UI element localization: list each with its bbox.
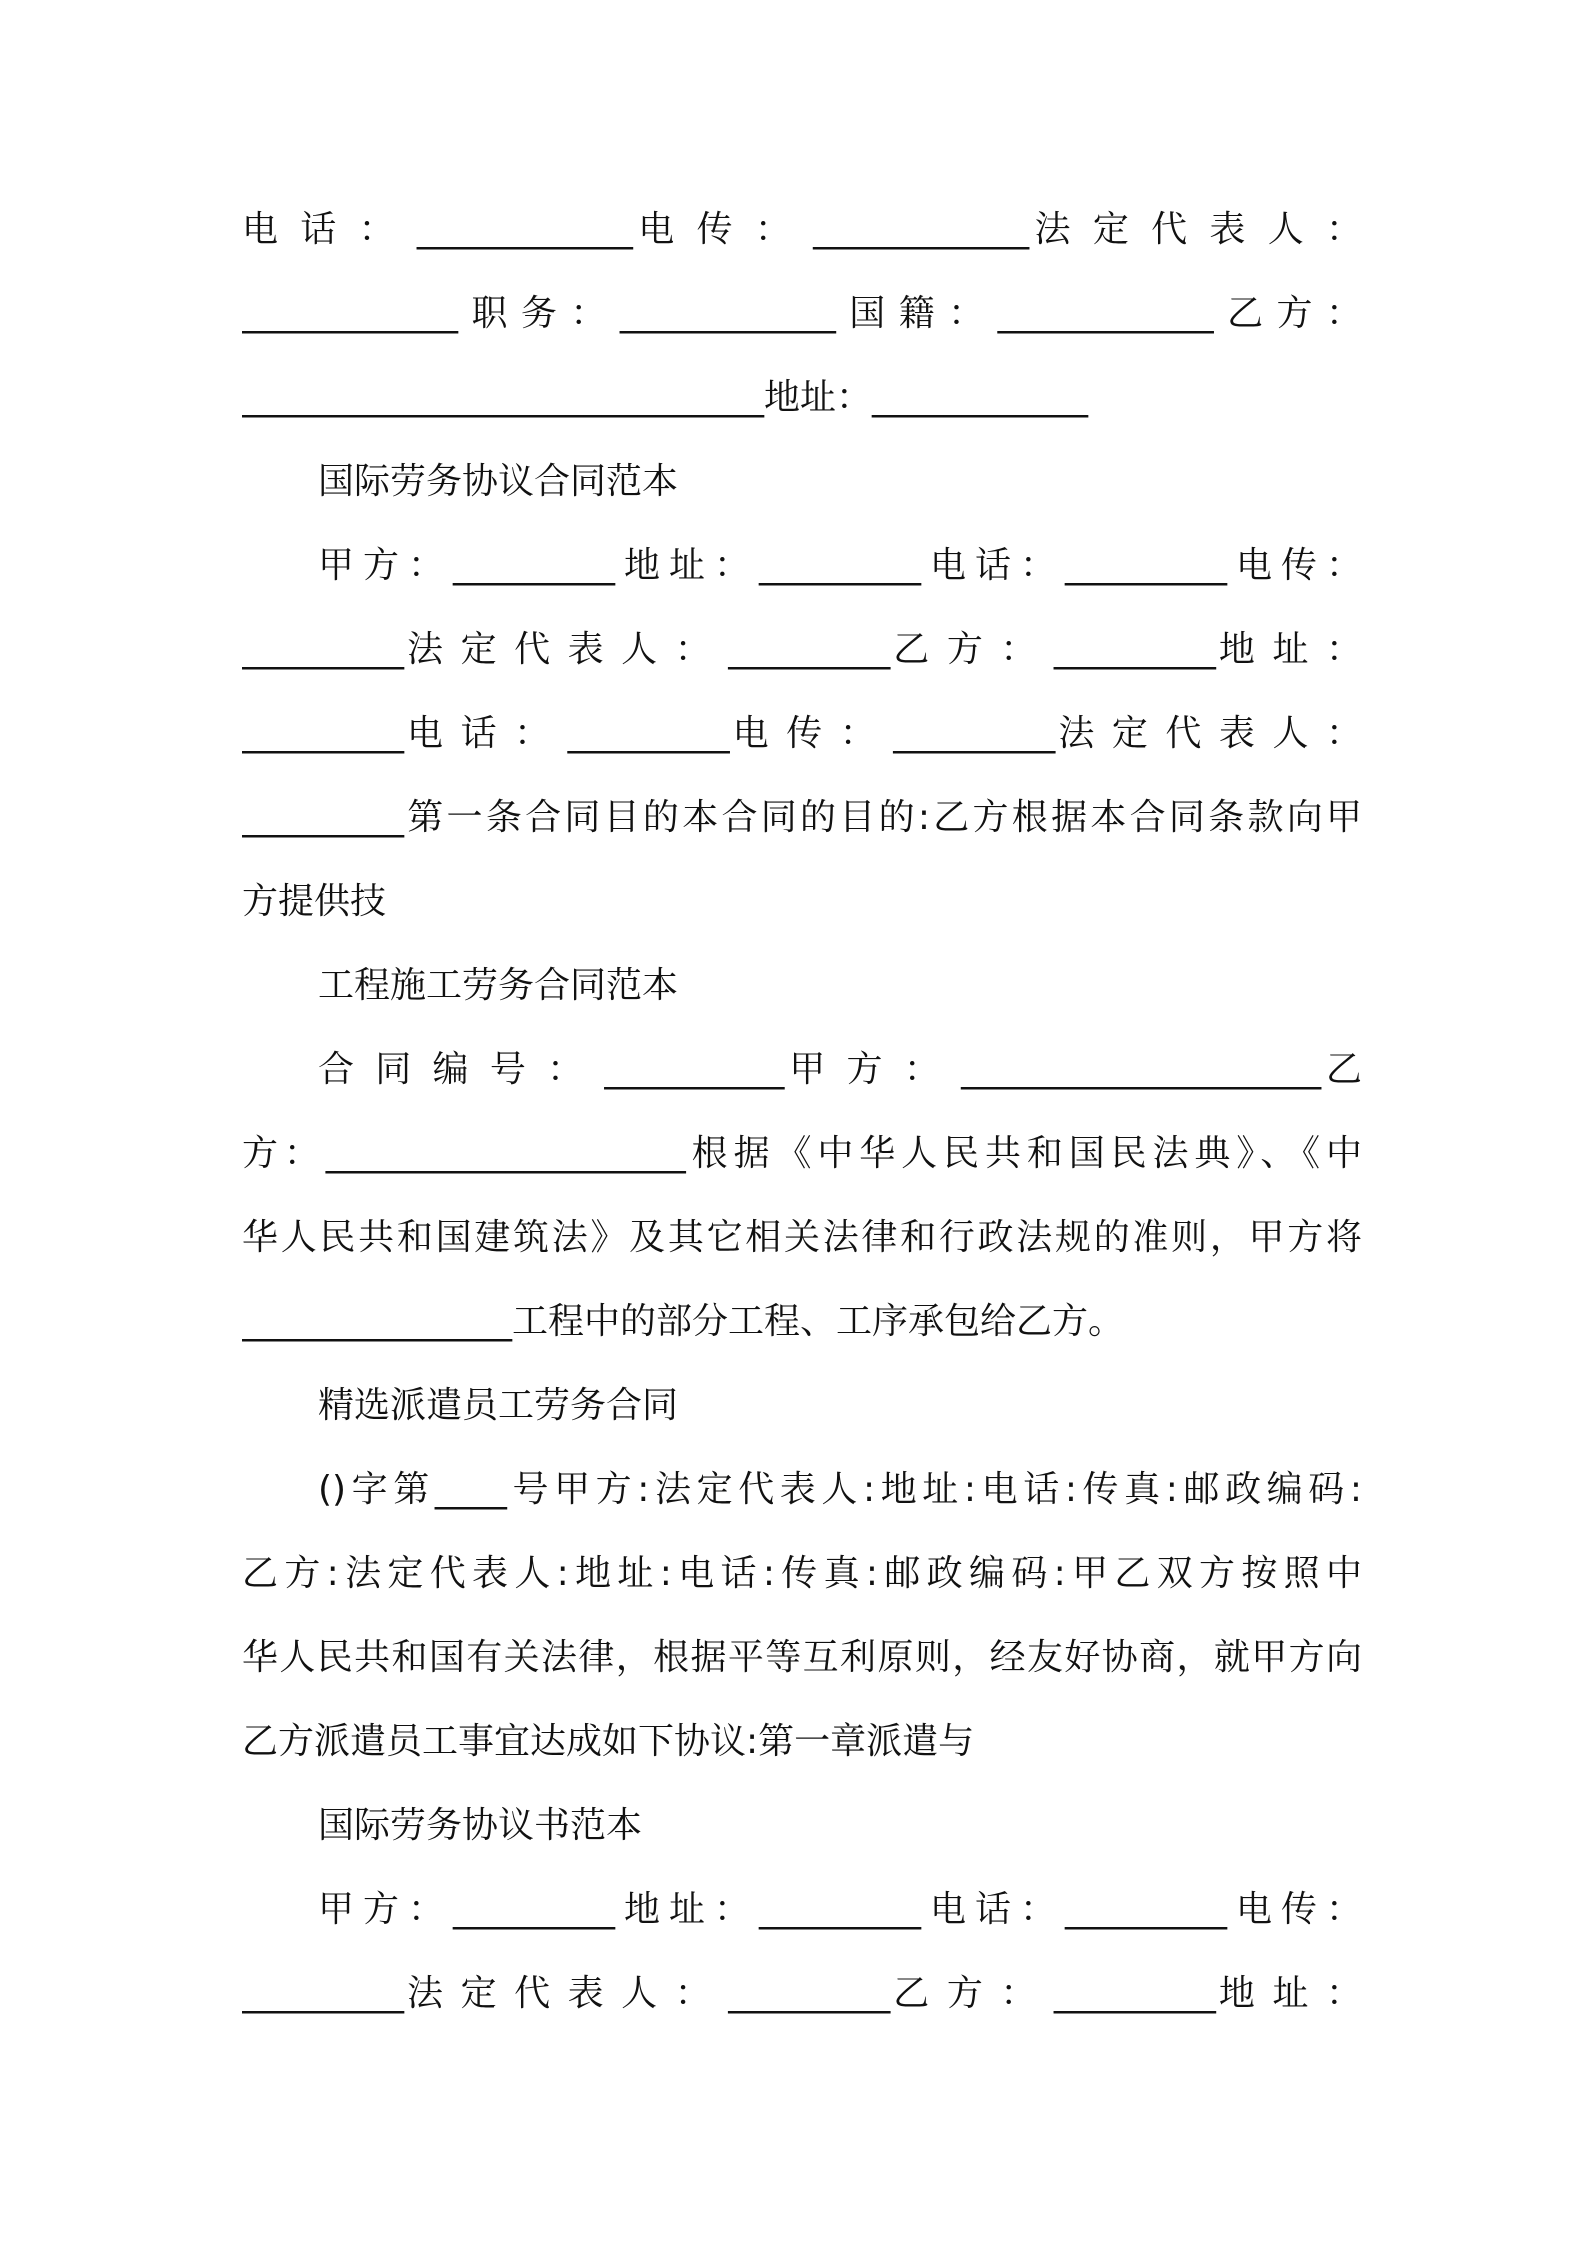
section-title: 国际劳务协议合同范本 [318, 461, 679, 502]
contract-line: _________第一条合同目的本合同的目的:乙方根据本合同条款向甲 [242, 797, 1362, 838]
contract-line: _________法 定 代 表 人 ： _________乙 方 ： _________地 址 ： [242, 1973, 1362, 2014]
contract-line: 华人民共和国有关法律，根据平等互利原则，经友好协商，就甲方向 [242, 1637, 1362, 1678]
contract-line: 甲方：_________地址：_________电话：_________电传： [318, 545, 1362, 586]
contract-line: _________法 定 代 表 人 ： _________乙 方 ： _________地 址 ： [242, 629, 1362, 670]
contract-line: ____________职务：____________国籍：____________乙方： [242, 293, 1362, 334]
section-title: 国际劳务协议书范本 [318, 1805, 643, 1846]
section-title: 工程施工劳务合同范本 [318, 965, 679, 1006]
contract-line: 乙方派遣员工事宜达成如下协议:第一章派遣与 [242, 1721, 975, 1762]
contract-line: 电 话 ： ____________电 传 ： ____________法 定 代 表 人 ： [242, 209, 1362, 250]
contract-line: 合 同 编 号 ： __________甲 方 ： ____________________乙 [318, 1049, 1362, 1090]
contract-line: _____________________________地址：____________ [242, 377, 1089, 418]
contract-line: 方提供技 [242, 881, 387, 922]
section-title: 精选派遣员工劳务合同 [318, 1385, 679, 1426]
contract-line: ()字第____号甲方:法定代表人:地址:电话:传真:邮政编码: [318, 1469, 1362, 1510]
contract-line: 方：____________________根据《中华人民共和国民法典》、《中 [242, 1133, 1362, 1174]
contract-line: 华人民共和国建筑法》及其它相关法律和行政法规的准则，甲方将 [242, 1217, 1362, 1258]
contract-line: _________电 话 ： _________电 传 ： _________法 定 代 表 人 ： [242, 713, 1362, 754]
contract-line: 甲方：_________地址：_________电话：_________电传： [318, 1889, 1362, 1930]
contract-line: 乙方:法定代表人:地址:电话:传真:邮政编码:甲乙双方按照中 [242, 1553, 1362, 1594]
contract-line: _______________工程中的部分工程、工序承包给乙方。 [242, 1301, 1125, 1342]
